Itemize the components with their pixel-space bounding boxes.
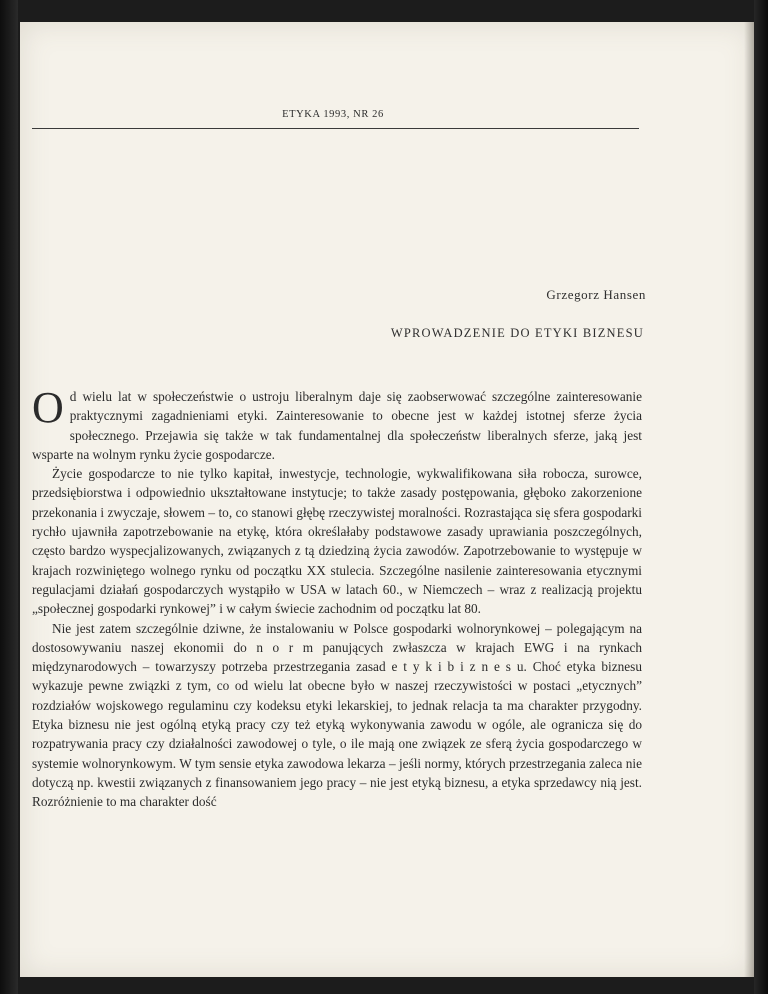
paragraph-1-text: d wielu lat w społeczeństwie o ustroju liberalnym daje się zaobserwować szczególne zainteresowanie praktycznymi zagadnieniami etyki. Zainteresowanie to obecne jest w każdej istotnej sferze życia społecznego. Przejawia się także w tak fundamentalnej dla społeczeństw liberalnych sferze, jaką jest wsparte na wolnym rynku życie gospodarcze. [32,389,642,462]
running-head: ETYKA 1993, NR 26 [282,109,384,120]
scan-left-edge [0,0,18,994]
drop-cap: O [32,383,64,432]
article-title: WPROWADZENIE DO ETYKI BIZNESU [390,326,644,340]
article-body [32,383,642,812]
scan-right-edge [754,0,768,994]
paragraph-2: Życie gospodarcze to nie tylko kapitał, inwestycje, technologie, wykwalifikowana siła robocza, surowce, przedsiębiorstwa i odpowiednio ukształtowane instytucje; to także zasady postępowania, głęboko zakorzenione przekonania i zwyczaje, słowem – to, co stanowi głębę rzeczywistej moralności. Rozrastająca się sfera gospodarki rychło ujawniła zapotrzebowanie na etykę, która określałaby podstawowe zasady uprawiania poszczególnych, często bardzo wyspecjalizowanych, związanych z tą dziedziną życia zawodów. Zapotrzebowanie to występuje w krajach rozwiniętego wolnego rynku od początku XX stulecia. Szczególne nasilenie zainteresowania etycznymi regulacjami działań gospodarczych wystąpiło w USA w latach 60., w Niemczech – wraz z realizacją projektu „społecznej gospodarki rynkowej” i w całym świecie zachodnim od początku lat 80. [32,466,642,617]
paragraph-1 [32,383,642,464]
journal-page [20,22,754,977]
header-rule [32,128,639,129]
article-author: Grzegorz Hansen [546,287,646,302]
paragraph-3: Nie jest zatem szczególnie dziwne, że instalowaniu w Polsce gospodarki wolnorynkowej – polegającym na dostosowywaniu naszej ekonomii do n o r m panujących zwłaszcza w krajach EWG i na rynkach międzynarodowych – towarzyszy potrzeba przestrzegania zasad e t y k i b i z n e s u. Choć etyka biznesu wykazuje pewne związki z tym, co od wielu lat obecne było w naszej rzeczywistości w postaci „etycznych” rozdziałów wojskowego regulaminu czy kodeksu etyki lekarskiej, to jednak relacja ta ma charakter przygodny. Etyka biznesu nie jest ogólną etyką pracy czy też etyką wykonywania zawodu w ogóle, ale ogranicza się do rozpatrywania pracy czy działalności zawodowej o tyle, o ile mają one związek ze sferą życia gospodarczego w systemie wolnorynkowym. W tym sensie etyka zawodowa lekarza – jeśli normy, których przestrzegania zaleca nie dotyczą np. kwestii związanych z finansowaniem jego pracy – nie jest etyką biznesu, a etyka sprzedawcy nią jest. Rozróżnienie to ma charakter dość [32,620,642,810]
